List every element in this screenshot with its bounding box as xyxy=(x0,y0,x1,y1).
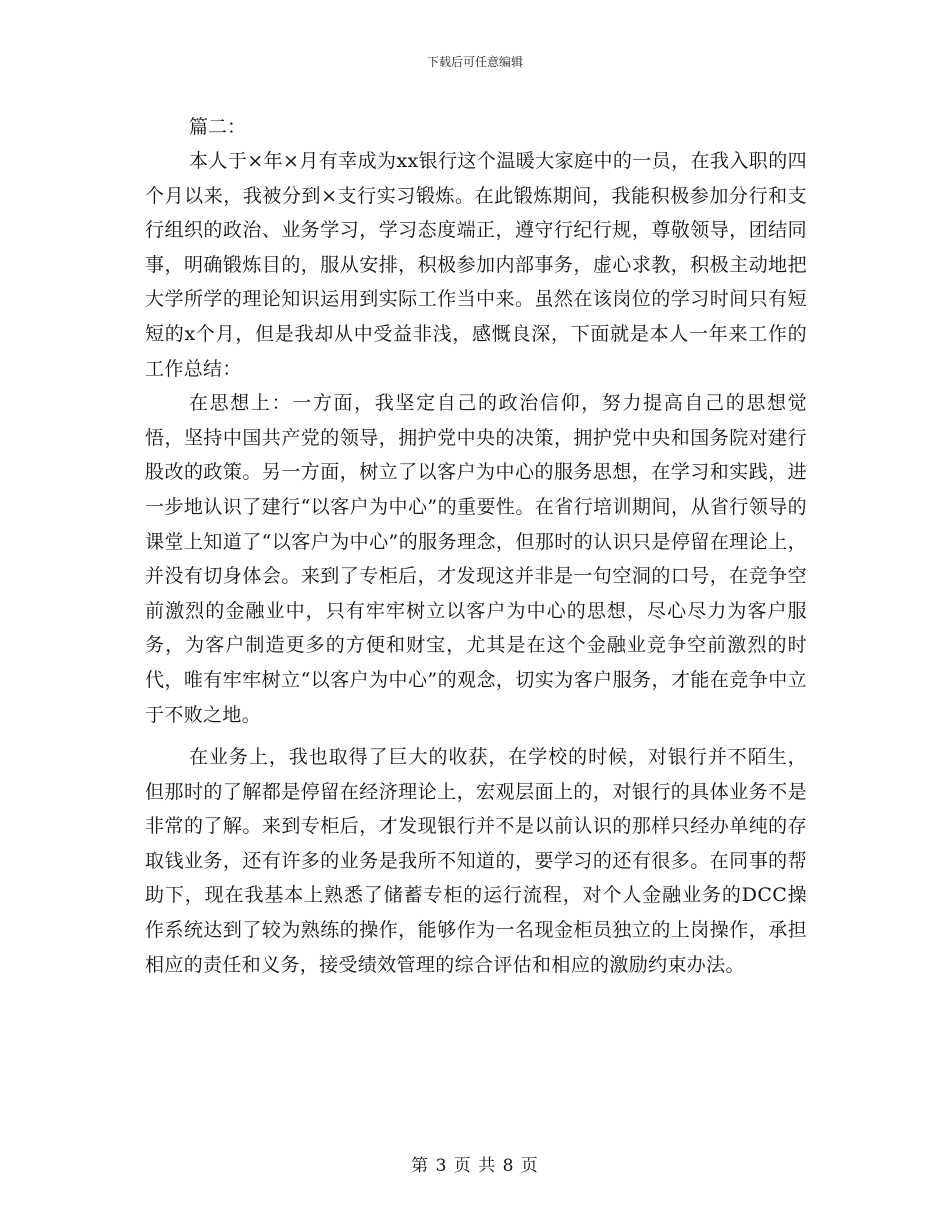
document-body xyxy=(145,110,807,982)
paragraph-business: 在业务上，我也取得了巨大的收获，在学校的时候，对银行并不陌生，但那时的了解都是停留在经济理论上，宏观层面上的，对银行的具体业务不是非常的了解。来到专柜后，才发现银行并不是以前认识的那样只经办单纯的存取钱业务，还有许多的业务是我所不知道的，要学习的还有很多。在同事的帮助下，现在我基本上熟悉了储蓄专柜的运行流程，对个人金融业务的DCC操作系统达到了较为熟练的操作，能够作为一名现金柜员独立的上岗操作，承担相应的责任和义务，接受绩效管理的综合评估和相应的激励约束办法。 xyxy=(145,746,807,976)
header-note: 下载后可任意编辑 xyxy=(426,55,523,69)
paragraph-ideology: 在思想上：一方面，我坚定自己的政治信仰，努力提高自己的思想觉悟，坚持中国共产党的领导，拥护党中央的决策，拥护党中央和国务院对建行股改的政策。另一方面，树立了以客户为中心的服务思想，在学习和实践，进一步地认识了建行“以客户为中心”的重要性。在省行培训期间，从省行领导的课堂上知道了“以客户为中心”的服务理念，但那时的认识只是停留在理论上，并没有切身体会。来到了专柜后，才发现这并非是一句空洞的口号，在竞争空前激烈的金融业中，只有牢牢树立以客户为中心的思想，尽心尽力为客户服务，为客户制造更多的方便和财宝，尤其是在这个金融业竞争空前激烈的时代，唯有牢牢树立“以客户为中心”的观念，切实为客户服务，才能在竞争中立于不败之地。 xyxy=(145,392,807,726)
section-label: 篇二： xyxy=(189,116,247,138)
page-indicator: 第 3 页 共 8 页 xyxy=(411,1156,539,1176)
paragraph-intro: 本人于×年×月有幸成为xx银行这个温暖大家庭中的一员，在我入职的四个月以来，我被分到×支行实习锻炼。在此锻炼期间，我能积极参加分行和支行组织的政治、业务学习，学习态度端正，遵守行纪行规，尊敬领导，团结同事，明确锻炼目的，服从安排，积极参加内部事务，虚心求教，积极主动地把大学所学的理论知识运用到实际工作当中来。虽然在该岗位的学习时间只有短短的x个月，但是我却从中受益非浅，感慨良深，下面就是本人一年来工作的工作总结： xyxy=(145,150,807,380)
